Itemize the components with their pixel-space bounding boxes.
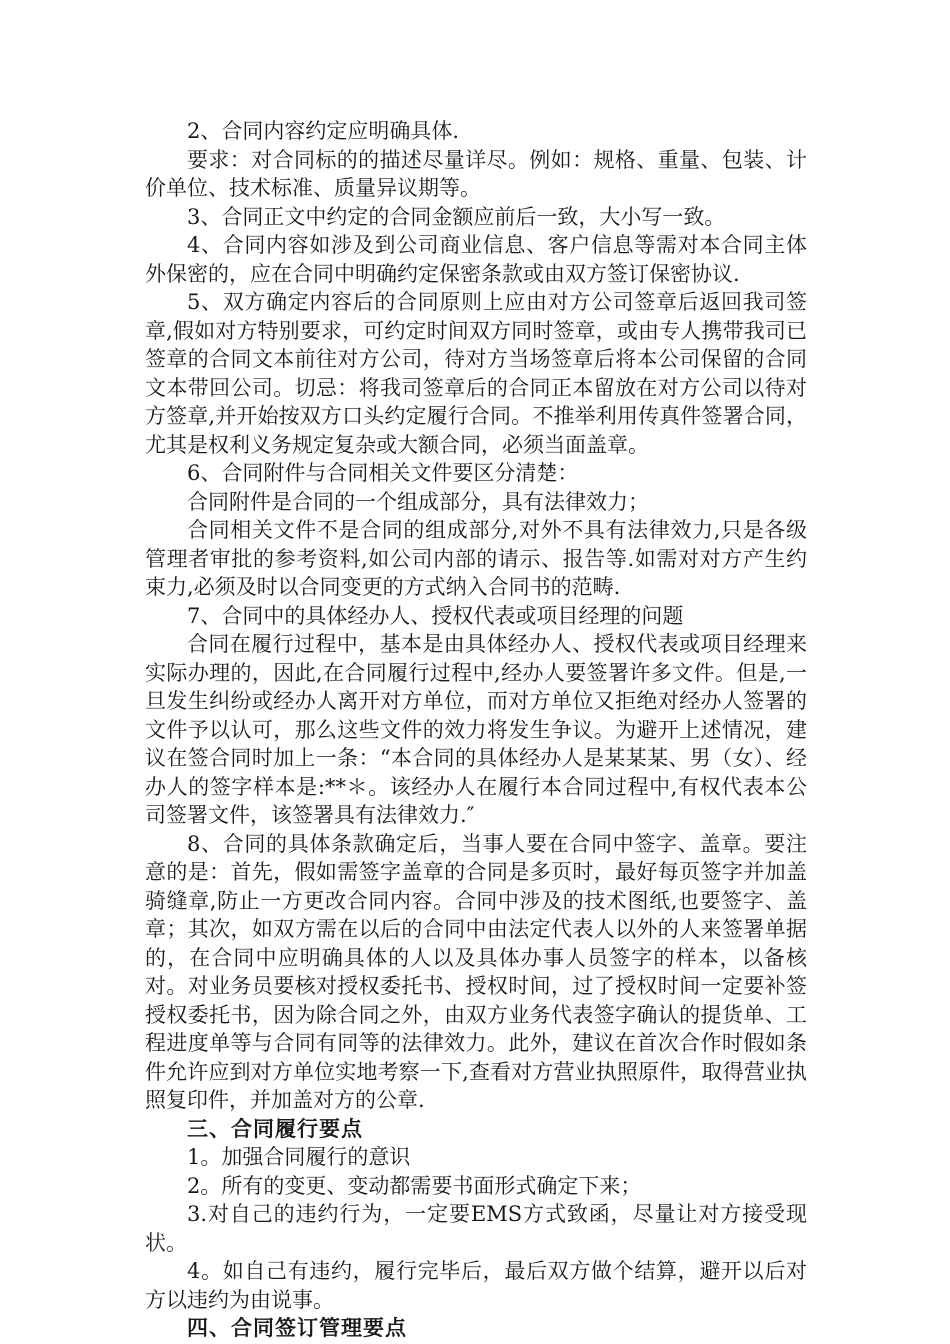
section3-item-4: 4。如自己有违约，履行完毕后，最后双方做个结算，避开以后对方以违约为由说事。 <box>145 1259 807 1312</box>
paragraph-attachment: 合同附件是合同的一个组成部分，具有法律效力； <box>187 489 649 514</box>
paragraph-item4: 4、合同内容如涉及到公司商业信息、客户信息等需对本合同主体外保密的，应在合同中明确约定保密条款或由双方签订保密协议. <box>145 233 807 286</box>
paragraph-item8: 8、合同的具体条款确定后，当事人要在合同中签字、盖章。要注意的是：首先，假如需签字盖章的合同是多页时，最好每页签字并加盖骑缝章,防止一方更改合同内容。合同中涉及的技术图纸,也要签字、盖章；其次，如双方需在以后的合同中由法定代表人以外的人来签署单据的，在合同中应明确具体的人以及具体办事人员签字的样本，以备核对。对业务员要核对授权委托书、授权时间，过了授权时间一定要补签授权委托书，因为除合同之外，由双方业务代表签字确认的提货单、工程进度单等与合同有同等的法律效力。此外，建议在首次合作时假如条件允许应到对方单位实地考察一下,查看对方营业执照原件，取得营业执照复印件，并加盖对方的公章. <box>145 831 807 1112</box>
document-page <box>145 117 807 1343</box>
paragraph-item3: 3、合同正文中约定的合同金额应前后一致，大小写一致。 <box>187 204 726 229</box>
paragraph-related-docs: 合同相关文件不是合同的组成部分,对外不具有法律效力,只是各级管理者审批的参考资料,如公司内部的请示、报告等.如需对对方产生约束力,必须及时以合同变更的方式纳入合同书的范畴. <box>145 518 807 599</box>
section4-heading: 四、合同签订管理要点 <box>187 1316 407 1340</box>
paragraph-agent: 合同在履行过程中，基本是由具体经办人、授权代表或项目经理来实际办理的，因此,在合同履行过程中,经办人要签署许多文件。但是,一旦发生纠纷或经办人离开对方单位，而对方单位又拒绝对经办人签署的文件予以认可，那么这些文件的效力将发生争议。为避开上述情况，建议在签合同时加上一条：“本合同的具体经办人是某某某、男（女）、经办人的签字样本是:**＊。该经办人在履行本合同过程中,有权代表本公司签署文件，该签署具有法律效力.″ <box>145 632 807 827</box>
section3-item-1: 1。加强合同履行的意识 <box>187 1145 411 1169</box>
section3-item-2: 2。所有的变更、变动都需要书面形式确定下来； <box>187 1173 642 1198</box>
section3-heading: 三、合同履行要点 <box>187 1116 363 1141</box>
paragraph-requirement: 要求：对合同标的的描述尽量详尽。例如：规格、重量、包装、计价单位、技术标准、质量异议期等。 <box>145 147 807 200</box>
paragraph-item2: 2、合同内容约定应明确具体. <box>187 119 460 143</box>
paragraph-item5: 5、双方确定内容后的合同原则上应由对方公司签章后返回我司签章,假如对方特别要求，可约定时间双方同时签章，或由专人携带我司已签章的合同文本前往对方公司，待对方当场签章后将本公司保留的合同文本带回公司。切忌：将我司签章后的合同正本留放在对方公司以待对方签章,并开始按双方口头约定履行合同。不推举利用传真件签署合同，尤其是权利义务规定复杂或大额合同，必须当面盖章。 <box>145 290 807 457</box>
paragraph-item6: 6、合同附件与合同相关文件要区分清楚： <box>187 461 579 485</box>
section3-item-3: 3.对自己的违约行为，一定要EMS方式致函，尽量让对方接受现状。 <box>145 1202 807 1255</box>
paragraph-item7: 7、合同中的具体经办人、授权代表或项目经理的问题 <box>187 603 684 628</box>
